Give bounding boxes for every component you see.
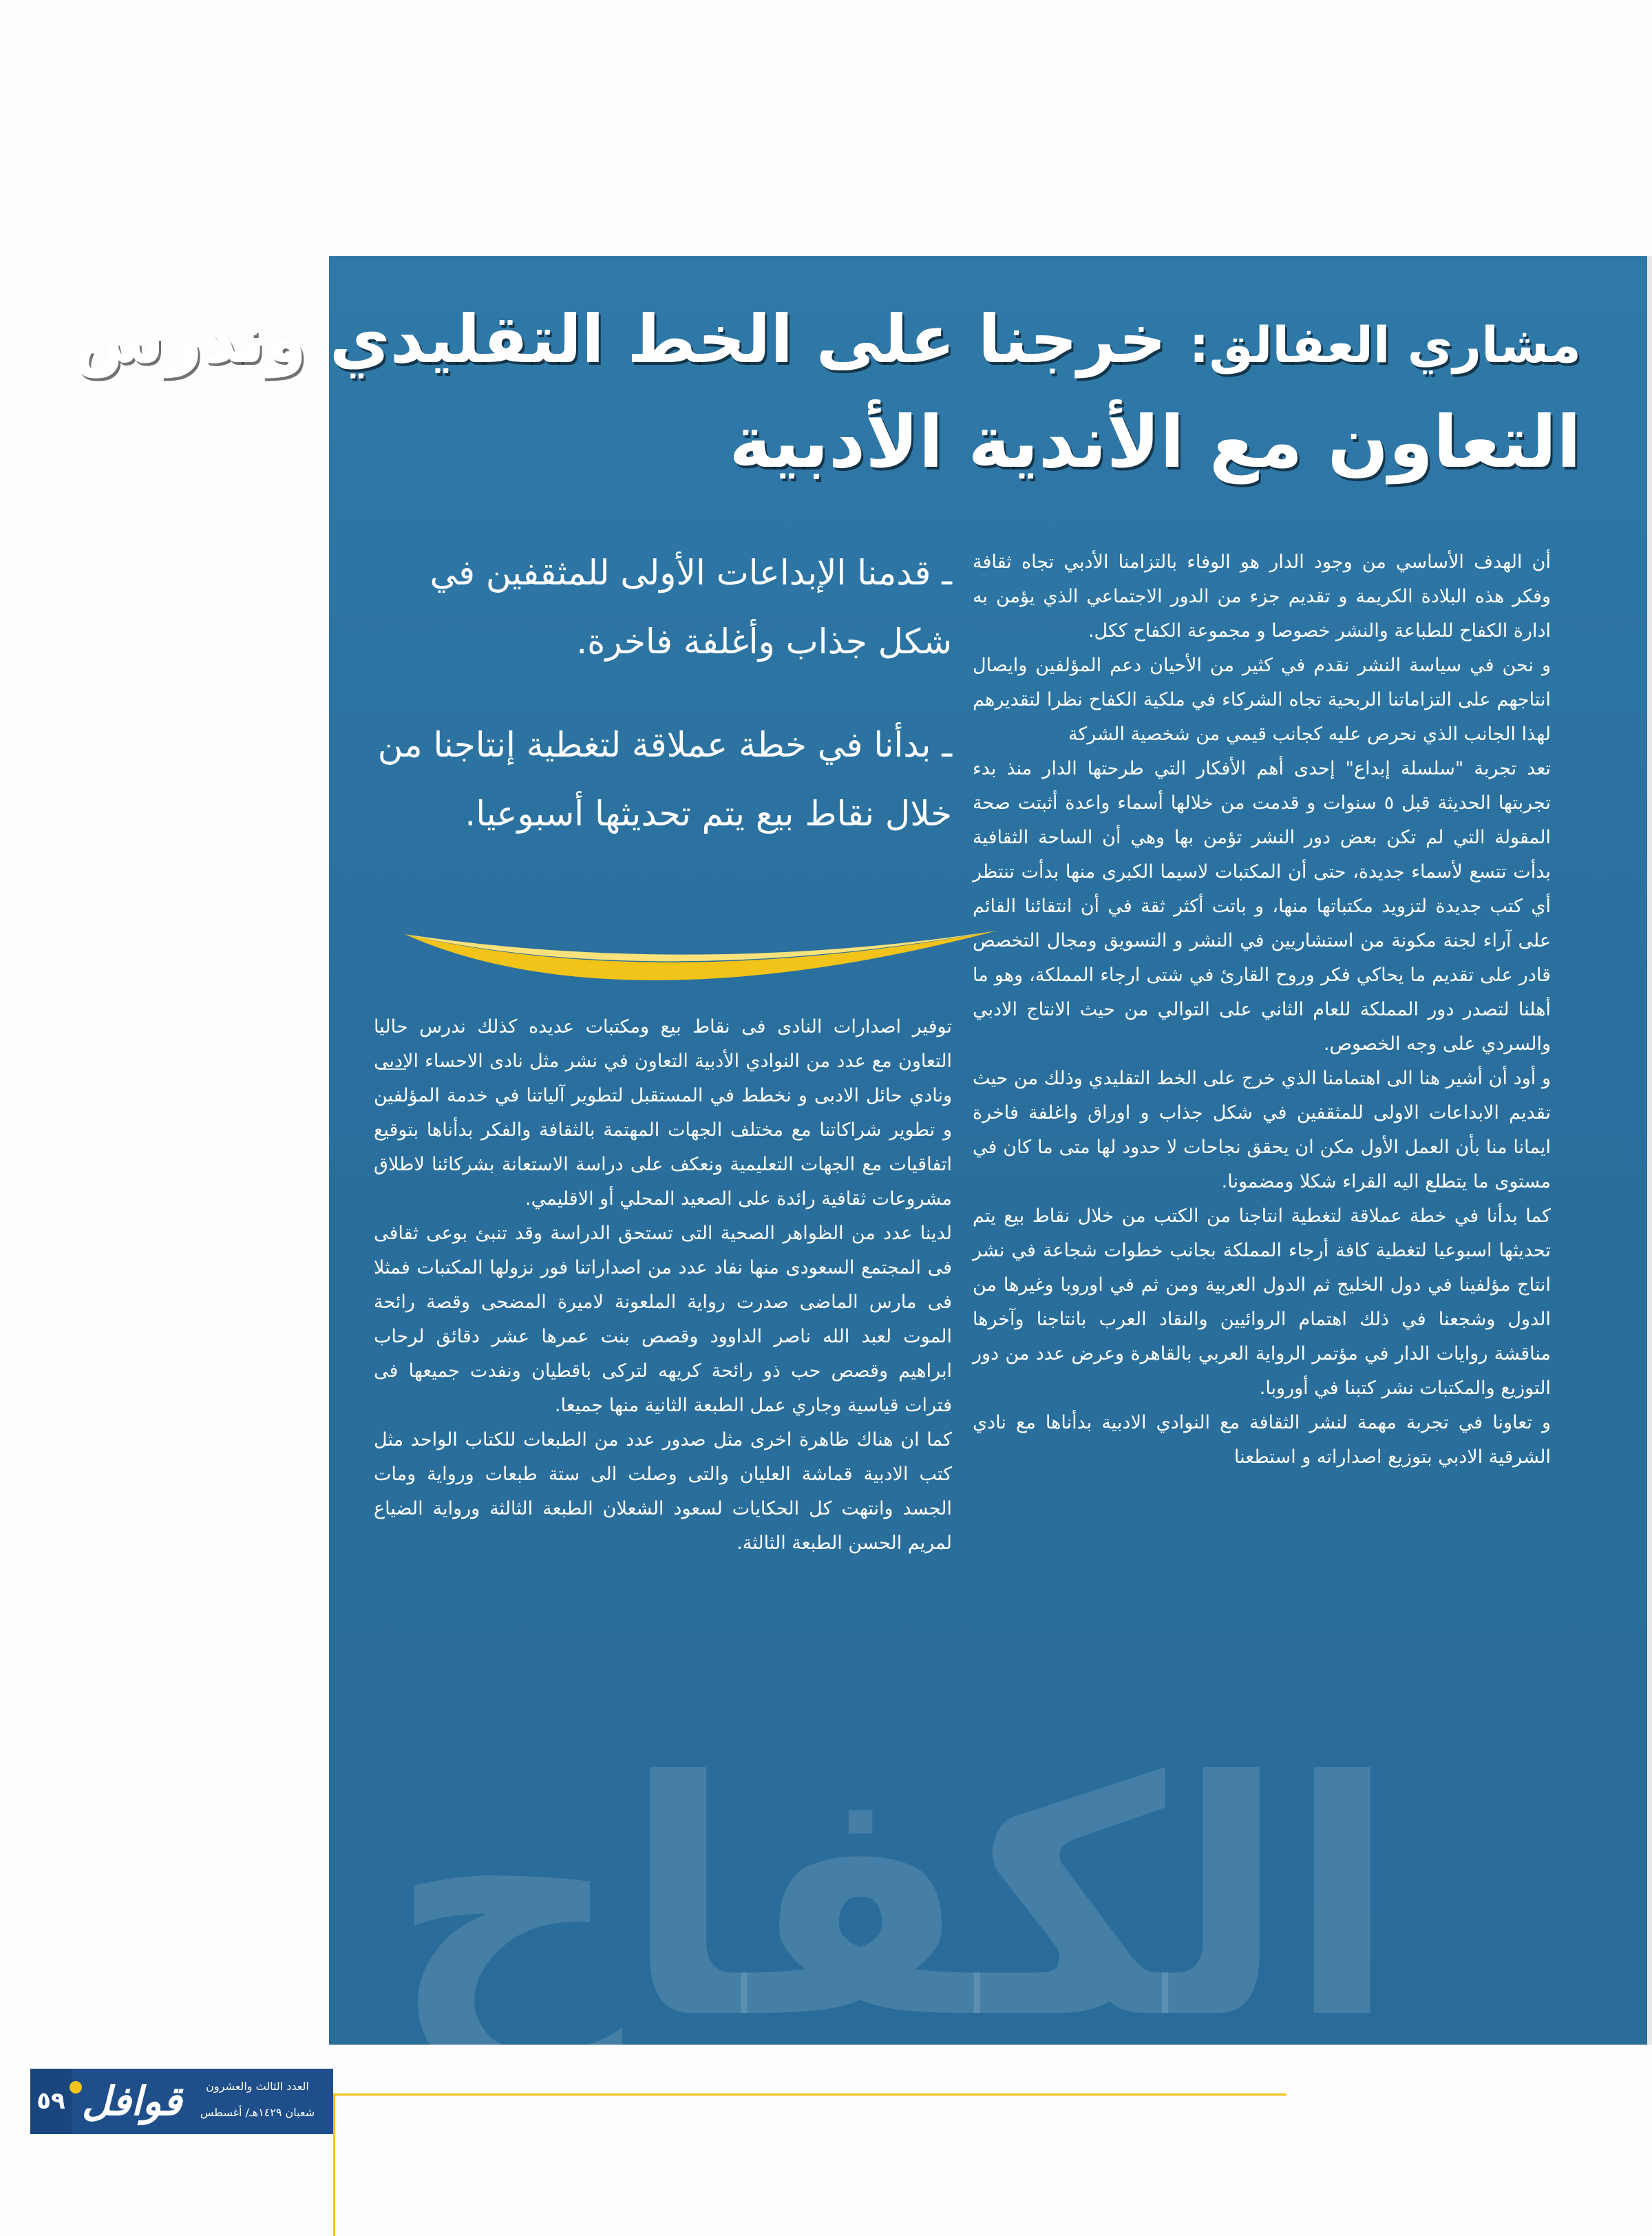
issue-date: شعبان ١٤٢٩هـ/ أغسطس ٢٠٠٨م: [200, 2106, 315, 2145]
body-column-right: أن الهدف الأساسي من وجود الدار هو الوفاء بالتزامنا الأدبي تجاه ثقافة وفكر هذه البلادة الكريمة و تقديم جزء من الدور الاجتماعي الذي يؤمن به ادارة الكفاح للطباعة والنشر خصوصا و مجموعة الكفاح ككل. و نحن في سياسة النشر نقدم في كثير من الأحيان دعم المؤلفين وايصال انتاجهم على التزاماتنا الربحية تجاه الشركاء في ملكية الكفاح نظرا لتقديرهم لهذا الجانب الذي نحرص عليه كجانب قيمي من شخصية الشركة تعد تجربة "سلسلة إبداع" إحدى أهم الأفكار التي طرحتها الدار منذ بدء تجربتها الحديثة قبل ٥ سنوات و قدمت من خلالها أسماء واعدة أثبتت صحة المقولة التي لم تكن بعض دور النشر تؤمن بها وهي أن الساحة الثقافية بدأت تتسع لأسماء جديدة، حتى أن المكتبات لاسيما الكبرى منها بدأت تنتظر أي كتب جديدة لتزويد مكتباتها منها، و باتت أكثر ثقة في أن انتقائنا القائم على آراء لجنة مكونة من استشاريين في النشر و التسويق ومجال التخصص قادر على تقديم ما يحاكي فكر وروح القارئ في شتى ارجاء المملكة، وهو ما أهلنا لتصدر دور المملكة للعام الثاني على التوالي من حيث الانتاج الادبي والسردي على وجه الخصوص. و أود أن أشير هنا الى اهتمامنا الذي خرج على الخط التقليدي وذلك من حيث تقديم الابداعات الاولى للمثقفين في شكل جذاب و اوراق واغلفة فاخرة ايمانا منا بأن العمل الأول مكن ان يحقق نجاحات لا حدود لها متى ما كان في مستوى ما يتطلع اليه القراء شكلا ومضمونا. كما بدأنا في خطة عملاقة لتغطية انتاجنا من الكتب من خلال نقاط بيع يتم تحديثها اسبوعيا لتغطية كافة أرجاء المملكة بجانب خطوات شجاعة في نشر انتاج مؤلفينا في دول الخليج ثم الدول العربية ومن ثم في اوروبا وغيرها من الدول وشجعنا في ذلك اهتمام الروائيين والنقاد العرب بانتاجنا وآخرها مناقشة روايات الدار في مؤتمر الرواية العربي بالقاهرة وعرض عدد من دور التوزيع والمكتبات نشر كتبنا في أوروبا. و تعاونا في تجربة مهمة لنشر الثقافة مع النوادي الادبية بدأناها مع نادي الشرقية الادبي بتوزيع اصداراته و استطعنا: [973, 551, 1551, 1468]
title-line-1: [73, 294, 1581, 390]
title-line-2: التعاون مع الأندية الأدبية: [729, 400, 1581, 484]
watermark-text: الكفاح: [389, 1713, 1398, 2089]
title-line-1-text: خرجنا على الخط التقليدي وندرس: [73, 301, 1189, 378]
pull-quote-2: ـ بدأنا في خطة عملاقة لتغطية إنتاجنا من خلال نقاط بيع يتم تحديثها أسبوعيا.: [377, 725, 952, 834]
footer-yellow-rule: [333, 2093, 1286, 2096]
magazine-logo-text: قوافل: [81, 2078, 182, 2124]
pull-quote-1: ـ قدمنا الإبداعات الأولى للمثقفين في شكل جذاب وأغلفة فاخرة.: [430, 553, 952, 662]
magazine-logo: [69, 2069, 182, 2134]
issue-number: العدد الثالث والعشرون: [206, 2080, 309, 2093]
footer-yellow-vertical-rule: [333, 2093, 335, 2236]
page-number: ٥٩: [30, 2069, 72, 2134]
title-interviewee-name: مشاري العفالق:: [1189, 316, 1581, 374]
issue-info: [184, 2074, 330, 2145]
logo-dot-icon: [70, 2081, 82, 2093]
body-column-left: توفير اصدارات النادى فى نقاط بيع ومكتبات عديده كذلك ندرس حاليا التعاون مع عدد من النوادي الأدبية التعاون في نشر مثل نادى الاحساء الادبى ونادي حائل الادبى و نخطط في المستقبل لتطوير آلياتنا في خدمة المؤلفين و تطوير شراكاتنا مع مختلف الجهات المهتمة بالثقافة والفكر بدأناها بتوقيع اتفاقيات مع الجهات التعليمية ونعكف على دراسة الاستعانة بشركائنا لاطلاق مشروعات ثقافية رائدة على الصعيد المحلي أو الاقليمي. لدينا عدد من الظواهر الصحية التى تستحق الدراسة وقد تنبئ بوعى ثقافى فى المجتمع السعودى منها نفاد عدد من اصداراتنا فور نزولها المكتبات فمثلا فى مارس الماضى صدرت رواية الملعونة لاميرة المضحى وقصة رائحة الموت لعبد الله ناصر الداوود وقصص بنت عمرها عشر دقائق لرحاب ابراهيم وقصص حب ذو رائحة كريهه لتركى باقطيان ونفدت جميعها فى فترات قياسية وجاري عمل الطبعة الثانية منها جميعا. كما ان هناك ظاهرة اخرى مثل صدور عدد من الطبعات للكتاب الواحد مثل كتب الادبية قماشة العليان والتى وصلت الى ستة طبعات ورواية ومات الجسد وانتهت كل الحكايات لسعود الشعلان الطبعة الثالثة ورواية الضياع لمريم الحسن الطبعة الثالثة.: [374, 1016, 952, 1554]
article-title: [73, 294, 1581, 494]
yellow-swoosh-decoration: [405, 893, 997, 1010]
